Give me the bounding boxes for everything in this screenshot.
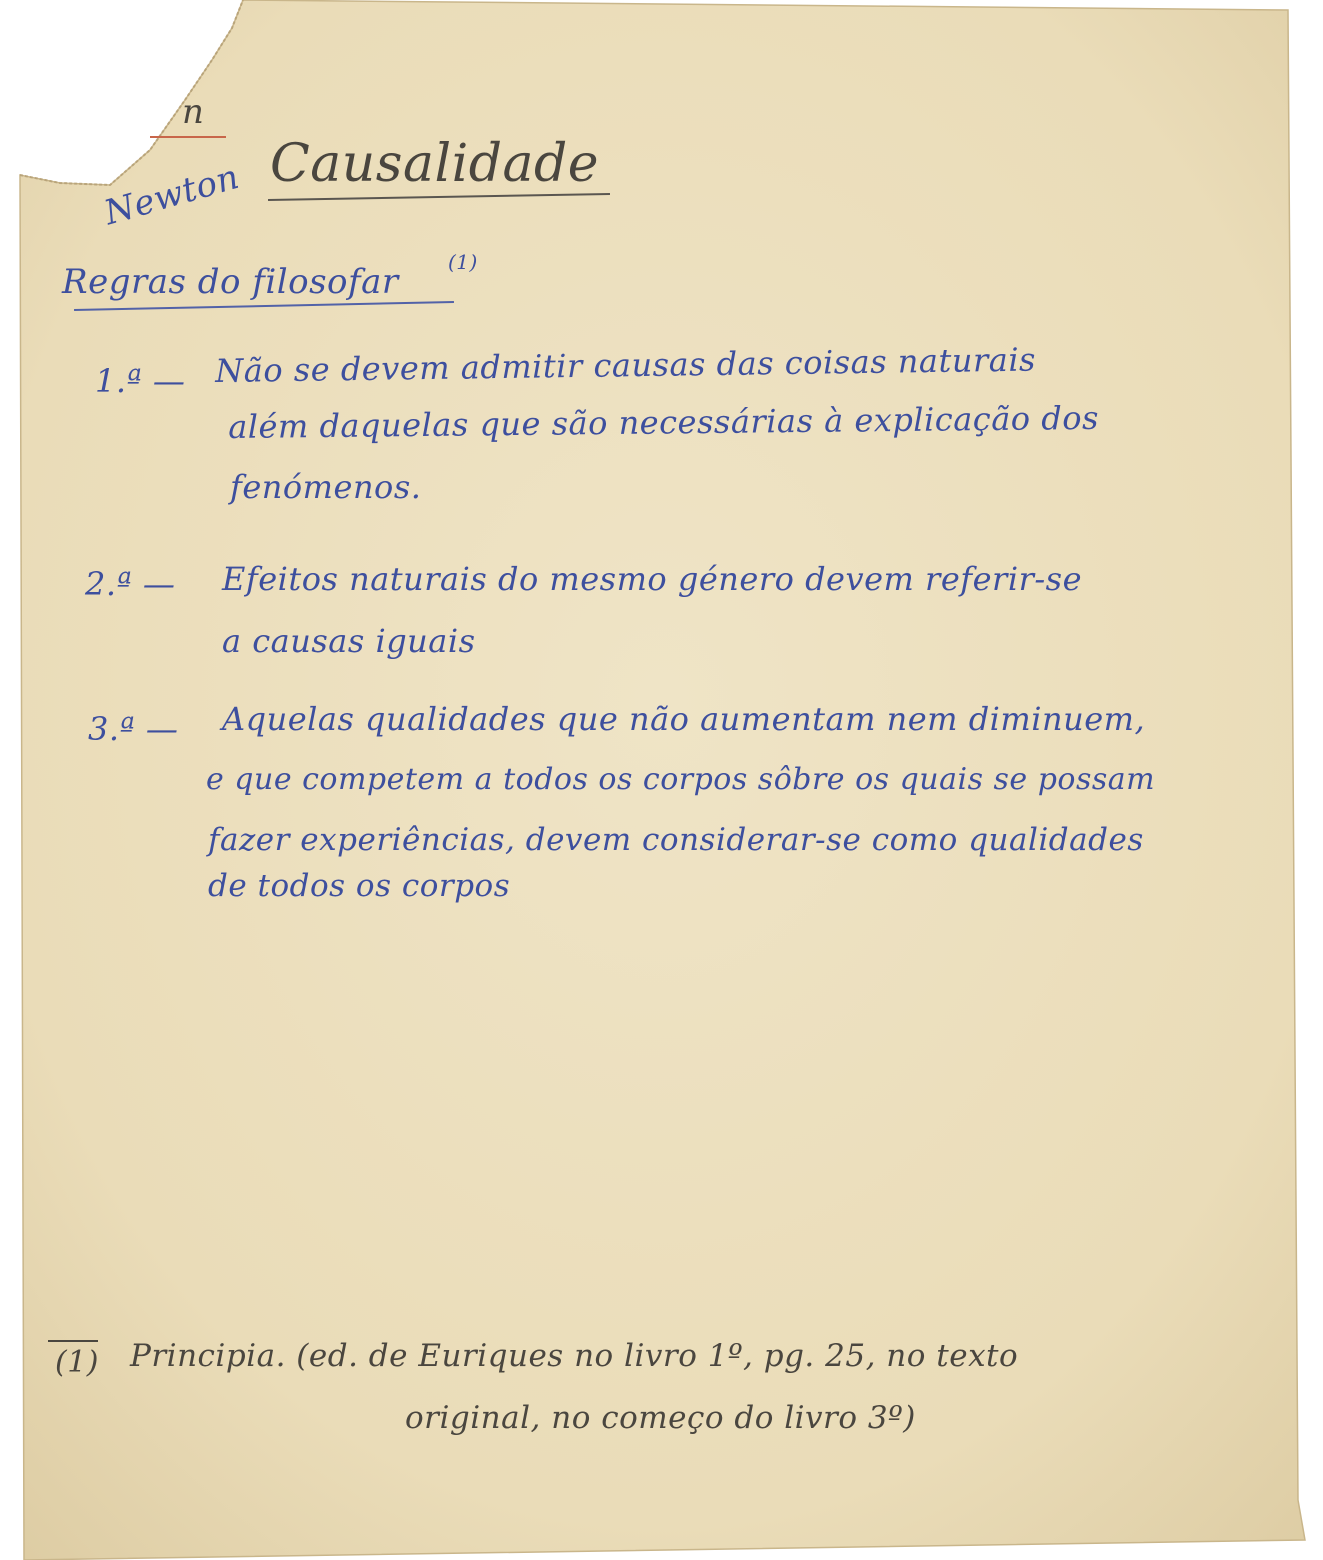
page-title: Causalidade: [270, 134, 600, 194]
rule-line: Efeitos naturais do mesmo género devem referir-se: [222, 560, 1083, 598]
rule-line: Aquelas qualidades que não aumentam nem diminuem,: [222, 700, 1146, 738]
rule-line: Não se devem admitir causas das coisas naturais: [215, 340, 1037, 390]
red-pencil-underline: [150, 136, 226, 138]
rule-line: além daquelas que são necessárias à explicação dos: [228, 398, 1100, 446]
footnote-rule: [48, 1340, 98, 1342]
rule-line: fenómenos.: [230, 468, 422, 506]
rule-number: 1.ª —: [95, 362, 186, 400]
rule-line: a causas iguais: [222, 622, 476, 660]
rule-number: 3.ª —: [88, 710, 179, 748]
rule-line: fazer experiências, devem considerar-se como qualidades: [208, 822, 1144, 858]
footnote-line: Principia. (ed. de Euriques no livro 1º, pg. 25, no texto: [130, 1338, 1019, 1374]
margin-note-newton: Newton: [100, 156, 244, 234]
heading-footnote-ref: (1): [448, 250, 478, 274]
footnote-line: original, no começo do livro 3º): [405, 1400, 916, 1436]
section-heading: Regras do filosofar: [62, 262, 399, 302]
rule-line: de todos os corpos: [208, 868, 511, 904]
rule-number: 2.ª —: [85, 565, 176, 603]
footnote-marker: (1): [55, 1345, 99, 1380]
rule-line: e que competem a todos os corpos sôbre os quais se possam: [206, 762, 1156, 797]
corner-mark: n: [182, 92, 205, 132]
